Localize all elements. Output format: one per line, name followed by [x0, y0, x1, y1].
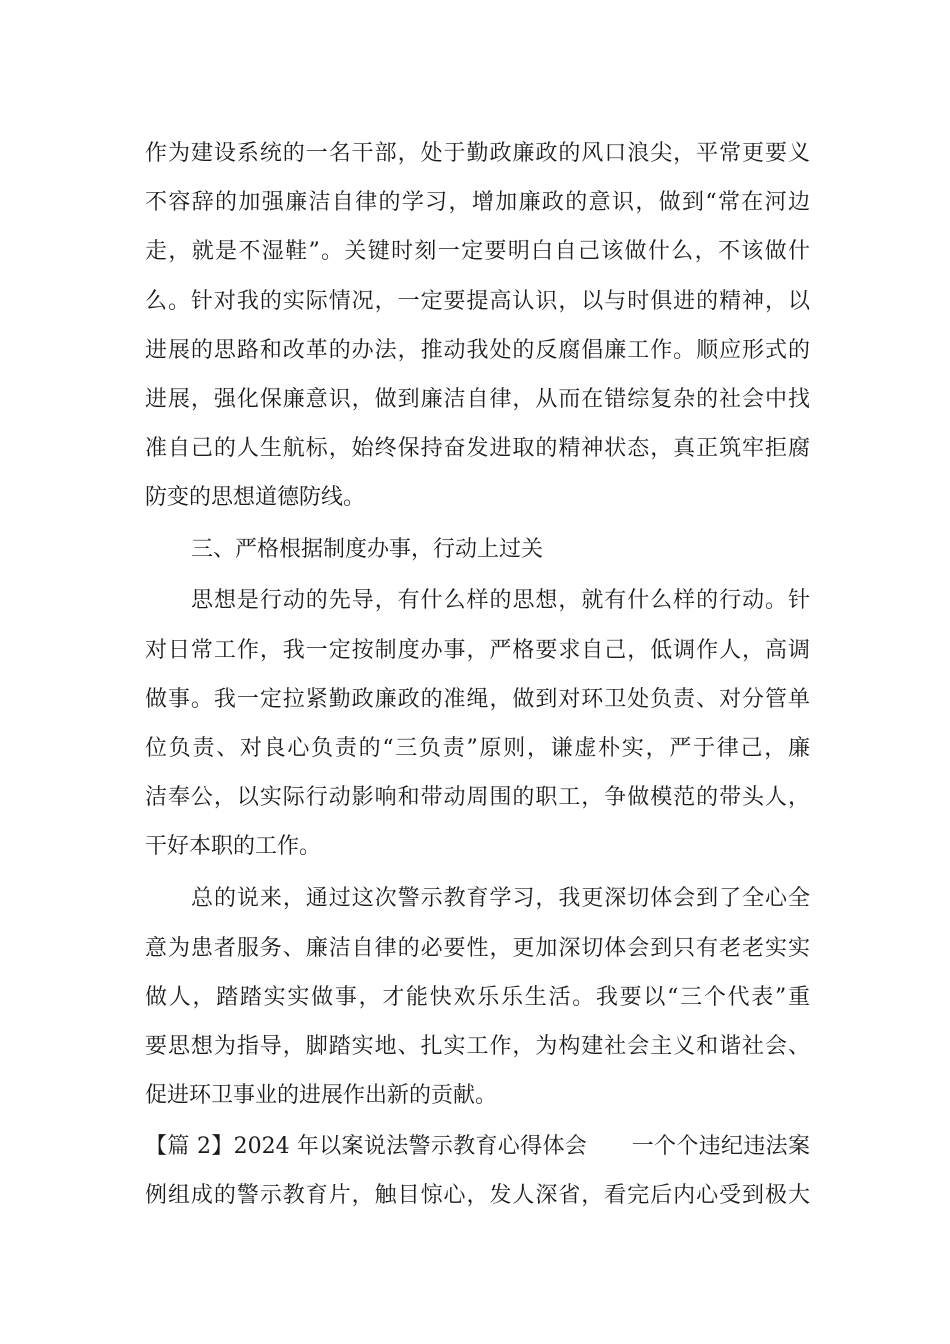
- text-line: 防变的思想道德防线。: [145, 485, 366, 510]
- text-line: 干好本职的工作。: [145, 834, 322, 859]
- text-line: 促进环卫事业的进展作出新的贡献。: [145, 1083, 498, 1108]
- text-line: 做人，踏踏实实做事，才能快欢乐乐生活。我要以“三个代表”重: [145, 985, 810, 1010]
- text-line: 进展，强化保廉意识，做到廉洁自律，从而在错综复杂的社会中找: [145, 387, 810, 412]
- text-line: 对日常工作，我一定按制度办事，严格要求自己，低调作人，高调: [145, 638, 810, 663]
- text-line: 进展的思路和改革的办法，推动我处的反腐倡廉工作。顺应形式的: [145, 338, 810, 363]
- text-line: 作为建设系统的一名干部，处于勤政廉政的风口浪尖，平常更要义: [145, 141, 810, 166]
- text-line: 走，就是不湿鞋”。关键时刻一定要明白自己该做什么，不该做什: [145, 239, 810, 264]
- section-heading: 三、严格根据制度办事，行动上过关: [191, 537, 544, 562]
- text-line: 么。针对我的实际情况，一定要提高认识，以与时俱进的精神，以: [145, 289, 810, 314]
- text-line: 准自己的人生航标，始终保持奋发进取的精神状态，真正筑牢拒腐: [145, 436, 810, 461]
- text-line: 做事。我一定拉紧勤政廉政的准绳，做到对环卫处负责、对分管单: [145, 687, 810, 712]
- article-title-line: 【篇 2】2024 年以案说法警示教育心得体会 一个个违纪违法案: [145, 1134, 810, 1159]
- text-line: 意为患者服务、廉洁自律的必要性，更加深切体会到只有老老实实: [145, 936, 810, 961]
- text-line: 位负责、对良心负责的“三负责”原则，谦虚朴实，严于律己，廉: [145, 736, 810, 761]
- text-line: 不容辞的加强廉洁自律的学习，增加廉政的意识，做到“常在河边: [145, 190, 810, 215]
- text-line: 总的说来，通过这次警示教育学习，我更深切体会到了全心全: [191, 886, 810, 911]
- text-line: 要思想为指导，脚踏实地、扎实工作，为构建社会主义和谐社会、: [145, 1034, 810, 1059]
- text-line: 思想是行动的先导，有什么样的思想，就有什么样的行动。针: [191, 588, 810, 613]
- text-line: 洁奉公，以实际行动影响和带动周围的职工，争做模范的带头人，: [145, 785, 810, 810]
- text-line: 例组成的警示教育片，触目惊心，发人深省，看完后内心受到极大: [145, 1183, 810, 1208]
